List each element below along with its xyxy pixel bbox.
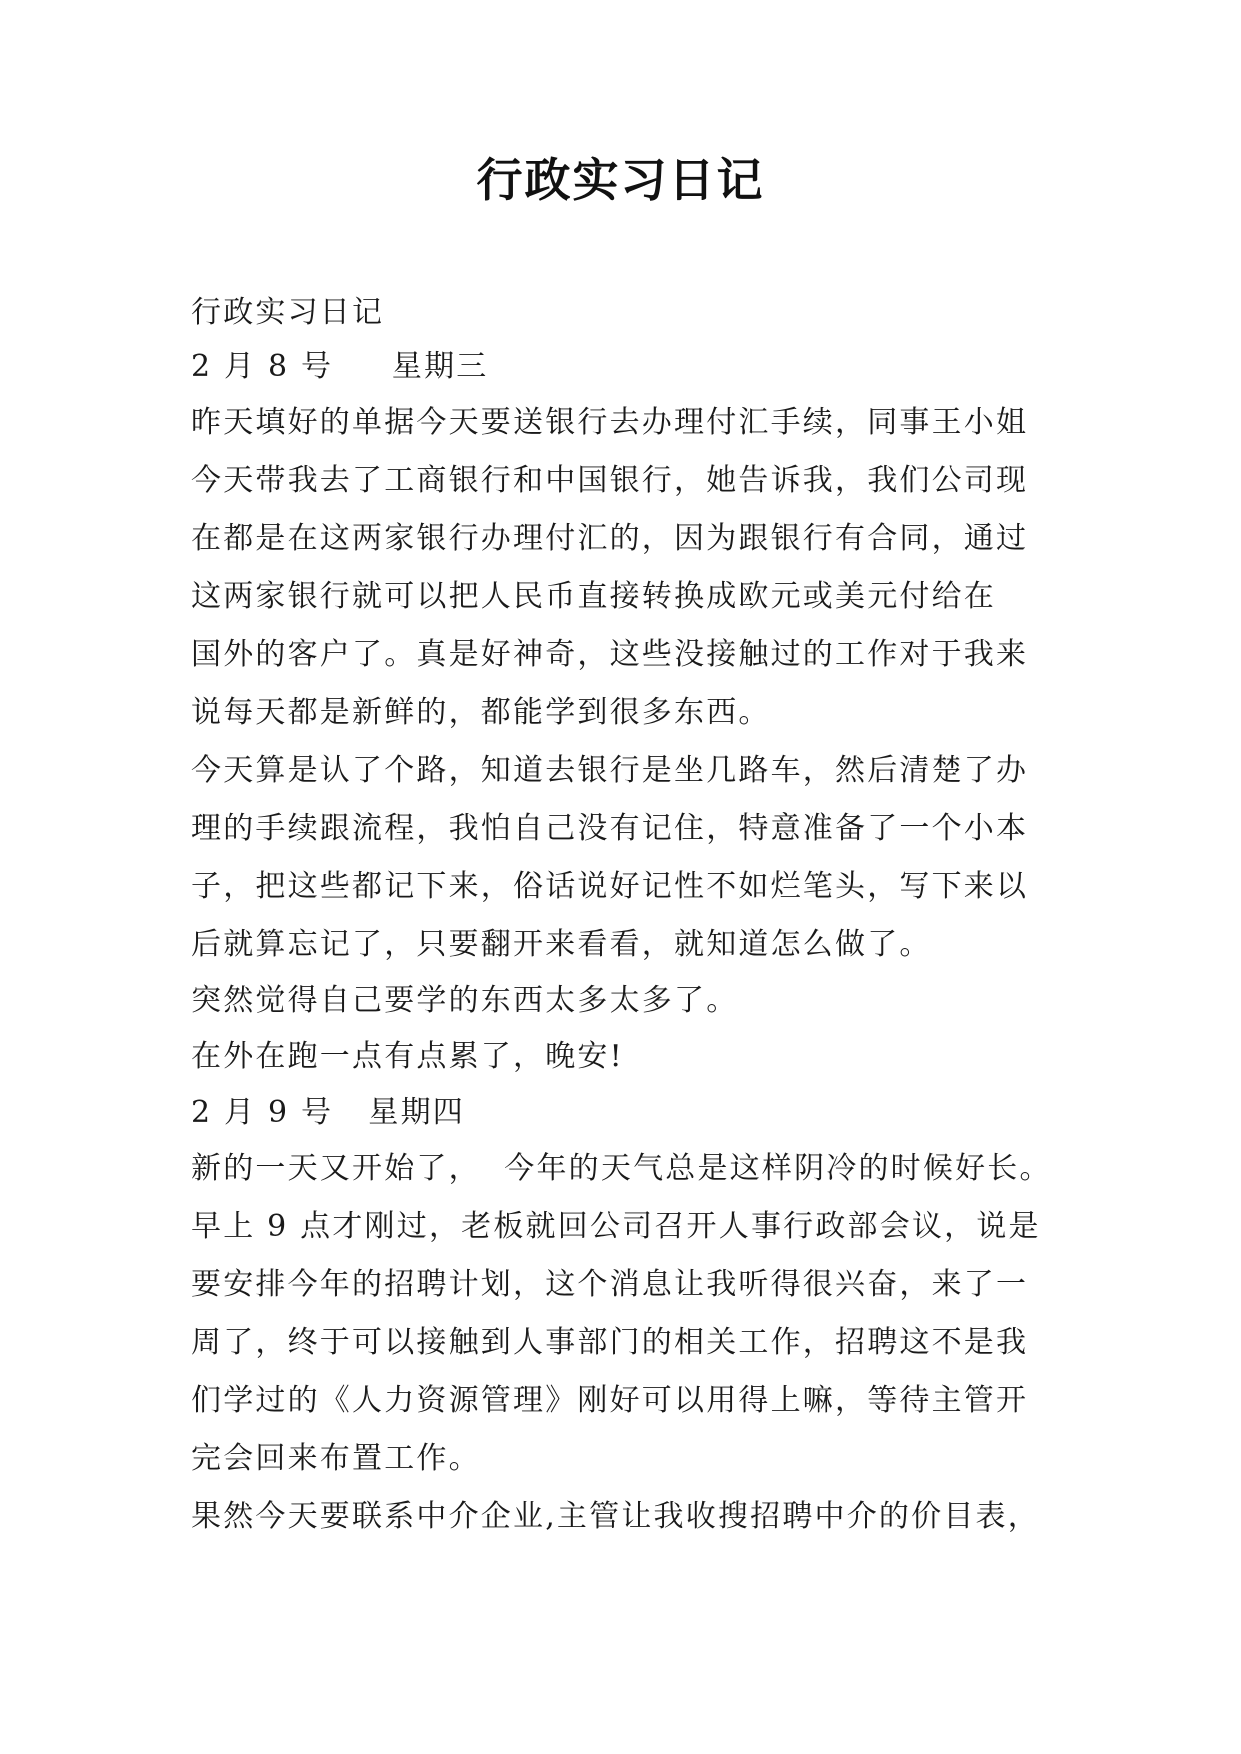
paragraph-line: 昨天填好的单据今天要送银行去办理付汇手续，同事王小姐 (191, 405, 1029, 440)
paragraph-line: 子，把这些都记下来，俗话说好记性不如烂笔头，写下来以 (191, 869, 1029, 904)
paragraph-line: 行政实习日记 (191, 295, 385, 330)
paragraph-line: 要安排今年的招聘计划，这个消息让我听得很兴奋，来了一 (191, 1267, 1029, 1302)
paragraph-line: 理的手续跟流程，我怕自己没有记住，特意准备了一个小本 (191, 811, 1029, 846)
paragraph-line: 在外在跑一点有点累了，晚安! (191, 1039, 624, 1074)
date-heading: 2 月 9 号 星期四 (191, 1095, 465, 1130)
paragraph-line: 周了，终于可以接触到人事部门的相关工作，招聘这不是我 (191, 1325, 1029, 1360)
paragraph-line: 说每天都是新鲜的，都能学到很多东西。 (191, 695, 771, 730)
paragraph-line: 国外的客户了。真是好神奇，这些没接触过的工作对于我来 (191, 637, 1029, 672)
paragraph-line: 后就算忘记了，只要翻开来看看，就知道怎么做了。 (191, 927, 932, 962)
paragraph-line: 今天算是认了个路，知道去银行是坐几路车，然后清楚了办 (191, 753, 1029, 788)
document-body (191, 286, 1091, 1546)
date-heading: 2 月 8 号 星期三 (191, 349, 489, 384)
paragraph-line: 在都是在这两家银行办理付汇的，因为跟银行有合同，通过 (191, 521, 1029, 556)
paragraph-line: 果然今天要联系中介企业,主管让我收搜招聘中介的价目表， (191, 1499, 1040, 1534)
paragraph-line: 今天带我去了工商银行和中国银行，她告诉我，我们公司现 (191, 463, 1029, 498)
document-title: 行政实习日记 (476, 153, 765, 207)
paragraph-line: 早上 9 点才刚过，老板就回公司召开人事行政部会议，说是 (191, 1209, 1041, 1244)
paragraph-line: 突然觉得自己要学的东西太多太多了。 (191, 983, 739, 1018)
paragraph-line: 完会回来布置工作。 (191, 1441, 481, 1476)
paragraph-line: 这两家银行就可以把人民币直接转换成欧元或美元付给在 (191, 579, 996, 614)
paragraph-line: 们学过的《人力资源管理》刚好可以用得上嘛，等待主管开 (191, 1383, 1029, 1418)
paragraph-line: 新的一天又开始了， 今年的天气总是这样阴冷的时候好长。 (191, 1151, 1052, 1186)
